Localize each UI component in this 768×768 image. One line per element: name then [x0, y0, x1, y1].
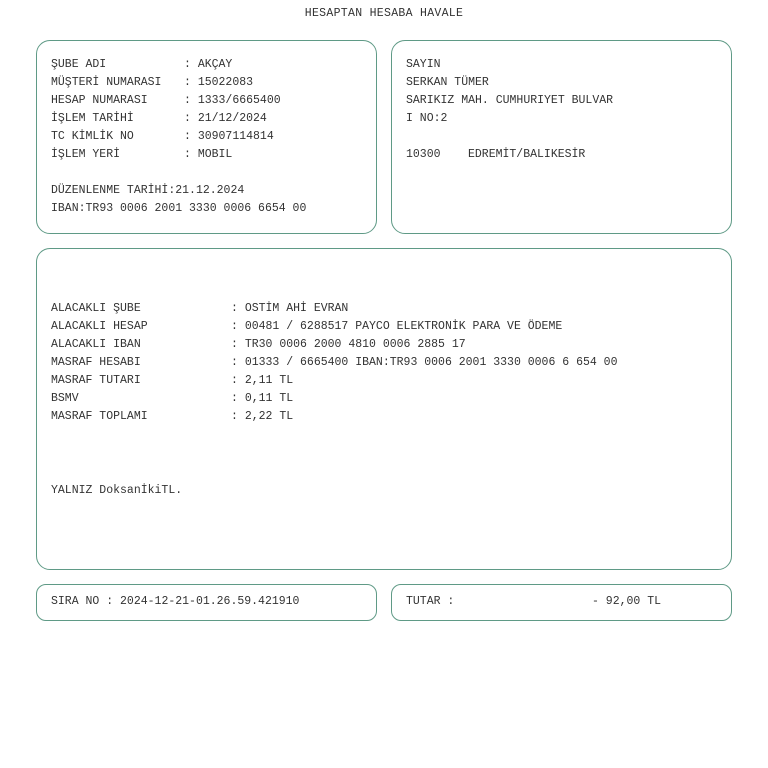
- account-row: İŞLEM TARİHİ : 21/12/2024: [51, 112, 267, 125]
- document-title: HESAPTAN HESABA HAVALE: [304, 7, 464, 20]
- recipient-name: SERKAN TÜMER: [406, 76, 489, 89]
- account-row: TC KİMLİK NO : 30907114814: [51, 130, 274, 143]
- row-label: İŞLEM YERİ: [51, 148, 121, 161]
- creditor-account: 00481 / 6288517 PAYCO ELEKTRONİK PARA VE ÖDEME: [244, 320, 563, 333]
- sequence-value: 2024-12-21-01.26.59.421910: [120, 595, 300, 608]
- recipient-box: [391, 40, 732, 234]
- recipient-address-line1: SARIKIZ MAH. CUMHURIYET BULVAR: [406, 94, 614, 107]
- row-label: ALACAKLI HESAP: [51, 320, 148, 333]
- row-label: MÜŞTERİ NUMARASI: [51, 76, 162, 89]
- postal-code: 10300: [406, 148, 441, 161]
- fee-amount: 2,11 TL: [244, 374, 294, 387]
- iban-value: TR93 0006 2001 3330 0006 6654 00: [85, 202, 307, 215]
- customer-number: 15022083: [197, 76, 254, 89]
- account-row: İŞLEM YERİ : MOBIL: [51, 148, 233, 161]
- fee-total: 2,22 TL: [244, 410, 294, 423]
- transfer-row: ALACAKLI IBAN : TR30 0006 2000 4810 0006 2885 17: [51, 338, 466, 351]
- row-label: MASRAF TOPLAMI: [51, 410, 148, 423]
- account-iban: [51, 202, 306, 216]
- fee-account: 01333 / 6665400 IBAN:TR93 0006 2001 3330 0006 6 654 00: [244, 356, 618, 369]
- recipient-address-line2: I NO:2: [406, 112, 448, 125]
- iban-label: IBAN:: [51, 202, 86, 215]
- amount-in-words: YALNIZ DoksanİkiTL.: [51, 484, 183, 497]
- recipient-city-line: [406, 148, 585, 162]
- sequence-label: SIRA NO :: [51, 595, 114, 608]
- creditor-iban: TR30 0006 2000 4810 0006 2885 17: [244, 338, 466, 351]
- row-label: ŞUBE ADI: [51, 58, 107, 71]
- row-label: ALACAKLI IBAN: [51, 338, 141, 351]
- amount-value: - 92,00 TL: [592, 595, 662, 608]
- amount-box: [391, 584, 732, 621]
- row-label: MASRAF TUTARI: [51, 374, 141, 387]
- account-number: 1333/6665400: [197, 94, 281, 107]
- amount-label: TUTAR :: [406, 595, 455, 608]
- transaction-date: 21/12/2024: [197, 112, 267, 125]
- sequence-line: [51, 595, 299, 609]
- transfer-details-box: [36, 248, 732, 570]
- issue-date-label: DÜZENLENME TARİHİ:: [51, 184, 176, 197]
- account-info-box: [36, 40, 377, 234]
- bsmv-amount: 0,11 TL: [244, 392, 294, 405]
- transfer-row: ALACAKLI ŞUBE : OSTİM AHİ EVRAN: [51, 302, 349, 315]
- transfer-row: MASRAF TUTARI : 2,11 TL: [51, 374, 294, 387]
- transfer-row: MASRAF TOPLAMI : 2,22 TL: [51, 410, 294, 423]
- row-label: HESAP NUMARASI: [51, 94, 148, 107]
- transfer-row: MASRAF HESABI : 01333 / 6665400 IBAN:TR93 0006 2001 3330 0006 6 654 00: [51, 356, 618, 369]
- creditor-branch: OSTİM AHİ EVRAN: [244, 302, 349, 315]
- account-row: HESAP NUMARASI : 1333/6665400: [51, 94, 281, 107]
- transfer-row: ALACAKLI HESAP : 00481 / 6288517 PAYCO ELEKTRONİK PARA VE ÖDEME: [51, 320, 563, 333]
- row-label: TC KİMLİK NO: [51, 130, 134, 143]
- row-label: BSMV: [51, 392, 79, 405]
- issue-date: [51, 184, 244, 198]
- branch-name: AKÇAY: [197, 58, 233, 71]
- account-row: MÜŞTERİ NUMARASI : 15022083: [51, 76, 254, 89]
- city: EDREMİT/BALIKESİR: [468, 148, 586, 161]
- row-label: ALACAKLI ŞUBE: [51, 302, 141, 315]
- tc-id-number: 30907114814: [197, 130, 274, 143]
- row-label: MASRAF HESABI: [51, 356, 141, 369]
- recipient-salutation: SAYIN: [406, 58, 441, 71]
- account-row: ŞUBE ADI : AKÇAY: [51, 58, 233, 71]
- transaction-place: MOBIL: [197, 148, 233, 161]
- row-label: İŞLEM TARİHİ: [51, 112, 134, 125]
- issue-date-value: 21.12.2024: [175, 184, 245, 197]
- transfer-row: BSMV : 0,11 TL: [51, 392, 294, 405]
- sequence-box: [36, 584, 377, 621]
